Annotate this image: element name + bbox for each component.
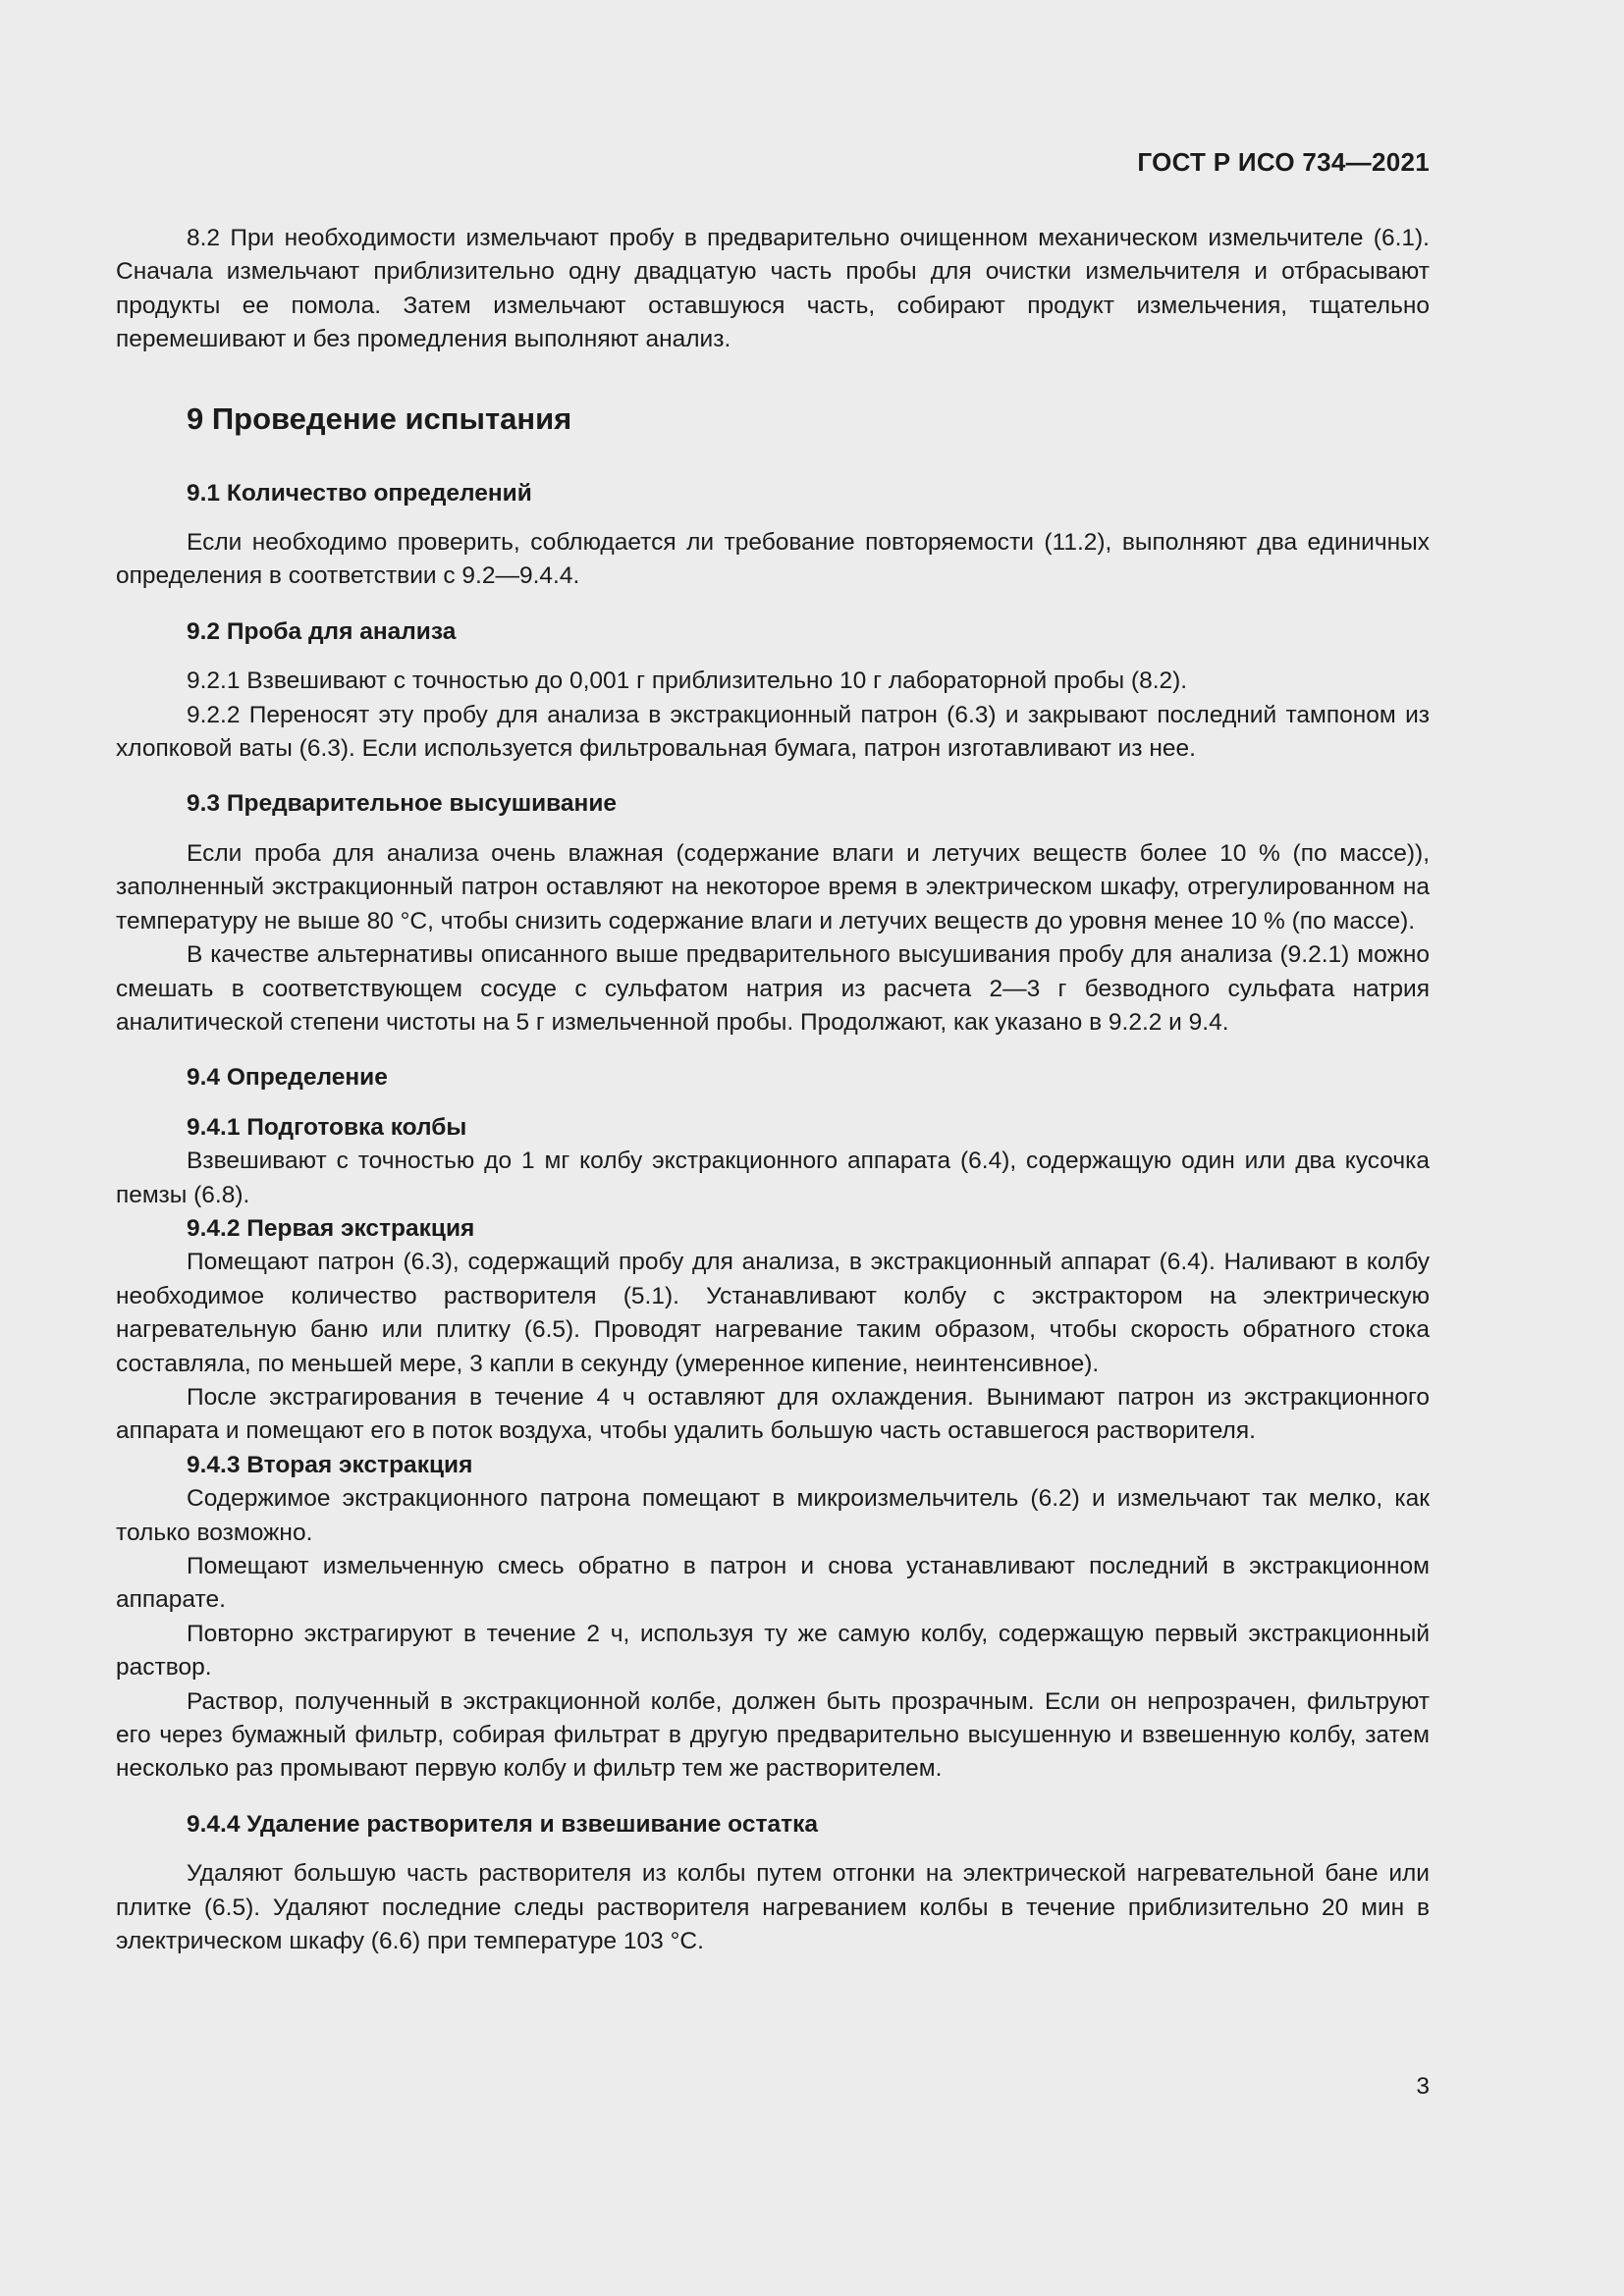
paragraph-9-4-3-a: Содержимое экстракционного патрона помещают в микроизмельчитель (6.2) и измельчают так мелко, как только возможно.: [116, 1485, 1430, 1546]
paragraph-9-4-1: Взвешивают с точностью до 1 мг колбу экстракционного аппарата (6.4), содержащую один или два кусочка пемзы (6.8).: [116, 1148, 1430, 1208]
paragraph-9-1: Если необходимо проверить, соблюдается ли требование повторяемости (11.2), выполняют два единичных определения в соответствии с 9.2—9.4.4.: [116, 529, 1430, 590]
paragraph-9-4-3-b: Помещают измельченную смесь обратно в патрон и снова устанавливают последний в экстракционном аппарате.: [116, 1553, 1430, 1614]
paragraph-9-2-2: 9.2.2 Переносят эту пробу для анализа в экстракционный патрон (6.3) и закрывают последний тампоном из хлопковой ваты (6.3). Если используется фильтровальная бумага, патрон изготавливают из нее.: [116, 701, 1430, 763]
standard-header: ГОСТ Р ИСО 734—2021: [1137, 147, 1430, 177]
section-9-title: 9 Проведение испытания: [187, 400, 572, 436]
paragraph-9-4-3-c: Повторно экстрагируют в течение 2 ч, используя ту же самую колбу, содержащую первый экстракционный раствор.: [116, 1620, 1430, 1682]
subsection-9-4-1-title: 9.4.1 Подготовка колбы: [187, 1113, 467, 1141]
paragraph-9-4-3-d: Раствор, полученный в экстракционной колбе, должен быть прозрачным. Если он непрозрачен, фильтруют его через бумажный фильтр, собирая фильтрат в другую предварительно высушенную и взвешенную колбу, затем несколько раз промывают первую колбу и фильтр тем же растворителем.: [116, 1687, 1430, 1783]
subsection-9-4-title: 9.4 Определение: [187, 1064, 388, 1092]
subsection-9-2-title: 9.2 Проба для анализа: [187, 617, 457, 645]
paragraph-9-4-2-b: После экстрагирования в течение 4 ч оставляют для охлаждения. Вынимают патрон из экстракционного аппарата и помещают его в поток воздуха, чтобы удалить большую часть оставшегося растворителя.: [116, 1383, 1430, 1445]
subsection-9-4-3-title: 9.4.3 Вторая экстракция: [187, 1451, 473, 1478]
subsection-9-1-title: 9.1 Количество определений: [187, 479, 532, 507]
paragraph-9-4-2-a: Помещают патрон (6.3), содержащий пробу для анализа, в экстракционный аппарат (6.4). Наливают в колбу необходимое количество растворителя (5.1). Устанавливают колбу с экстрактором на электрическую нагревательную баню или плитку (6.5). Проводят нагревание таким образом, чтобы скорость обратного стока составляла, по меньшей мере, 3 капли в секунду (умеренное кипение, неинтенсивное).: [116, 1249, 1430, 1377]
paragraph-9-3-a: Если проба для анализа очень влажная (содержание влаги и летучих веществ более 10 % (по массе)), заполненный экстракционный патрон оставляют на некоторое время в электрическом шкафу, отрегулированном на температуру не выше 80 °С, чтобы снизить содержание влаги и летучих веществ до уровня менее 10 % (по массе).: [116, 839, 1430, 934]
document-body: [116, 222, 1430, 1958]
page-number: 3: [1416, 2073, 1430, 2100]
paragraph-8-2: 8.2 При необходимости измельчают пробу в предварительно очищенном механическом измельчителе (6.1). Сначала измельчают приблизительно одну двадцатую часть пробы для очистки измельчителя и отбрасывают продукты ее помола. Затем измельчают оставшуюся часть, собирают продукт измельчения, тщательно перемешивают и без промедления выполняют анализ.: [116, 225, 1430, 353]
subsection-9-4-2-title: 9.4.2 Первая экстракция: [187, 1214, 475, 1242]
subsection-9-3-title: 9.3 Предварительное высушивание: [187, 790, 618, 818]
paragraph-9-2-1: 9.2.1 Взвешивают с точностью до 0,001 г приблизительно 10 г лабораторной пробы (8.2).: [187, 667, 1188, 695]
paragraph-9-4-4: Удаляют большую часть растворителя из колбы путем отгонки на электрической нагревательной бане или плитке (6.5). Удаляют последние следы растворителя нагреванием колбы в течение приблизительно 20 мин в электрическом шкафу (6.6) при температуре 103 °С.: [116, 1860, 1430, 1955]
subsection-9-4-4-title: 9.4.4 Удаление растворителя и взвешивание остатка: [187, 1810, 818, 1838]
paragraph-9-3-b: В качестве альтернативы описанного выше предварительного высушивания пробу для анализа (9.2.1) можно смешать в соответствующем сосуде с сульфатом натрия из расчета 2—3 г безводного сульфата натрия аналитической степени чистоты на 5 г измельченной пробы. Продолжают, как указано в 9.2.2 и 9.4.: [116, 941, 1430, 1036]
